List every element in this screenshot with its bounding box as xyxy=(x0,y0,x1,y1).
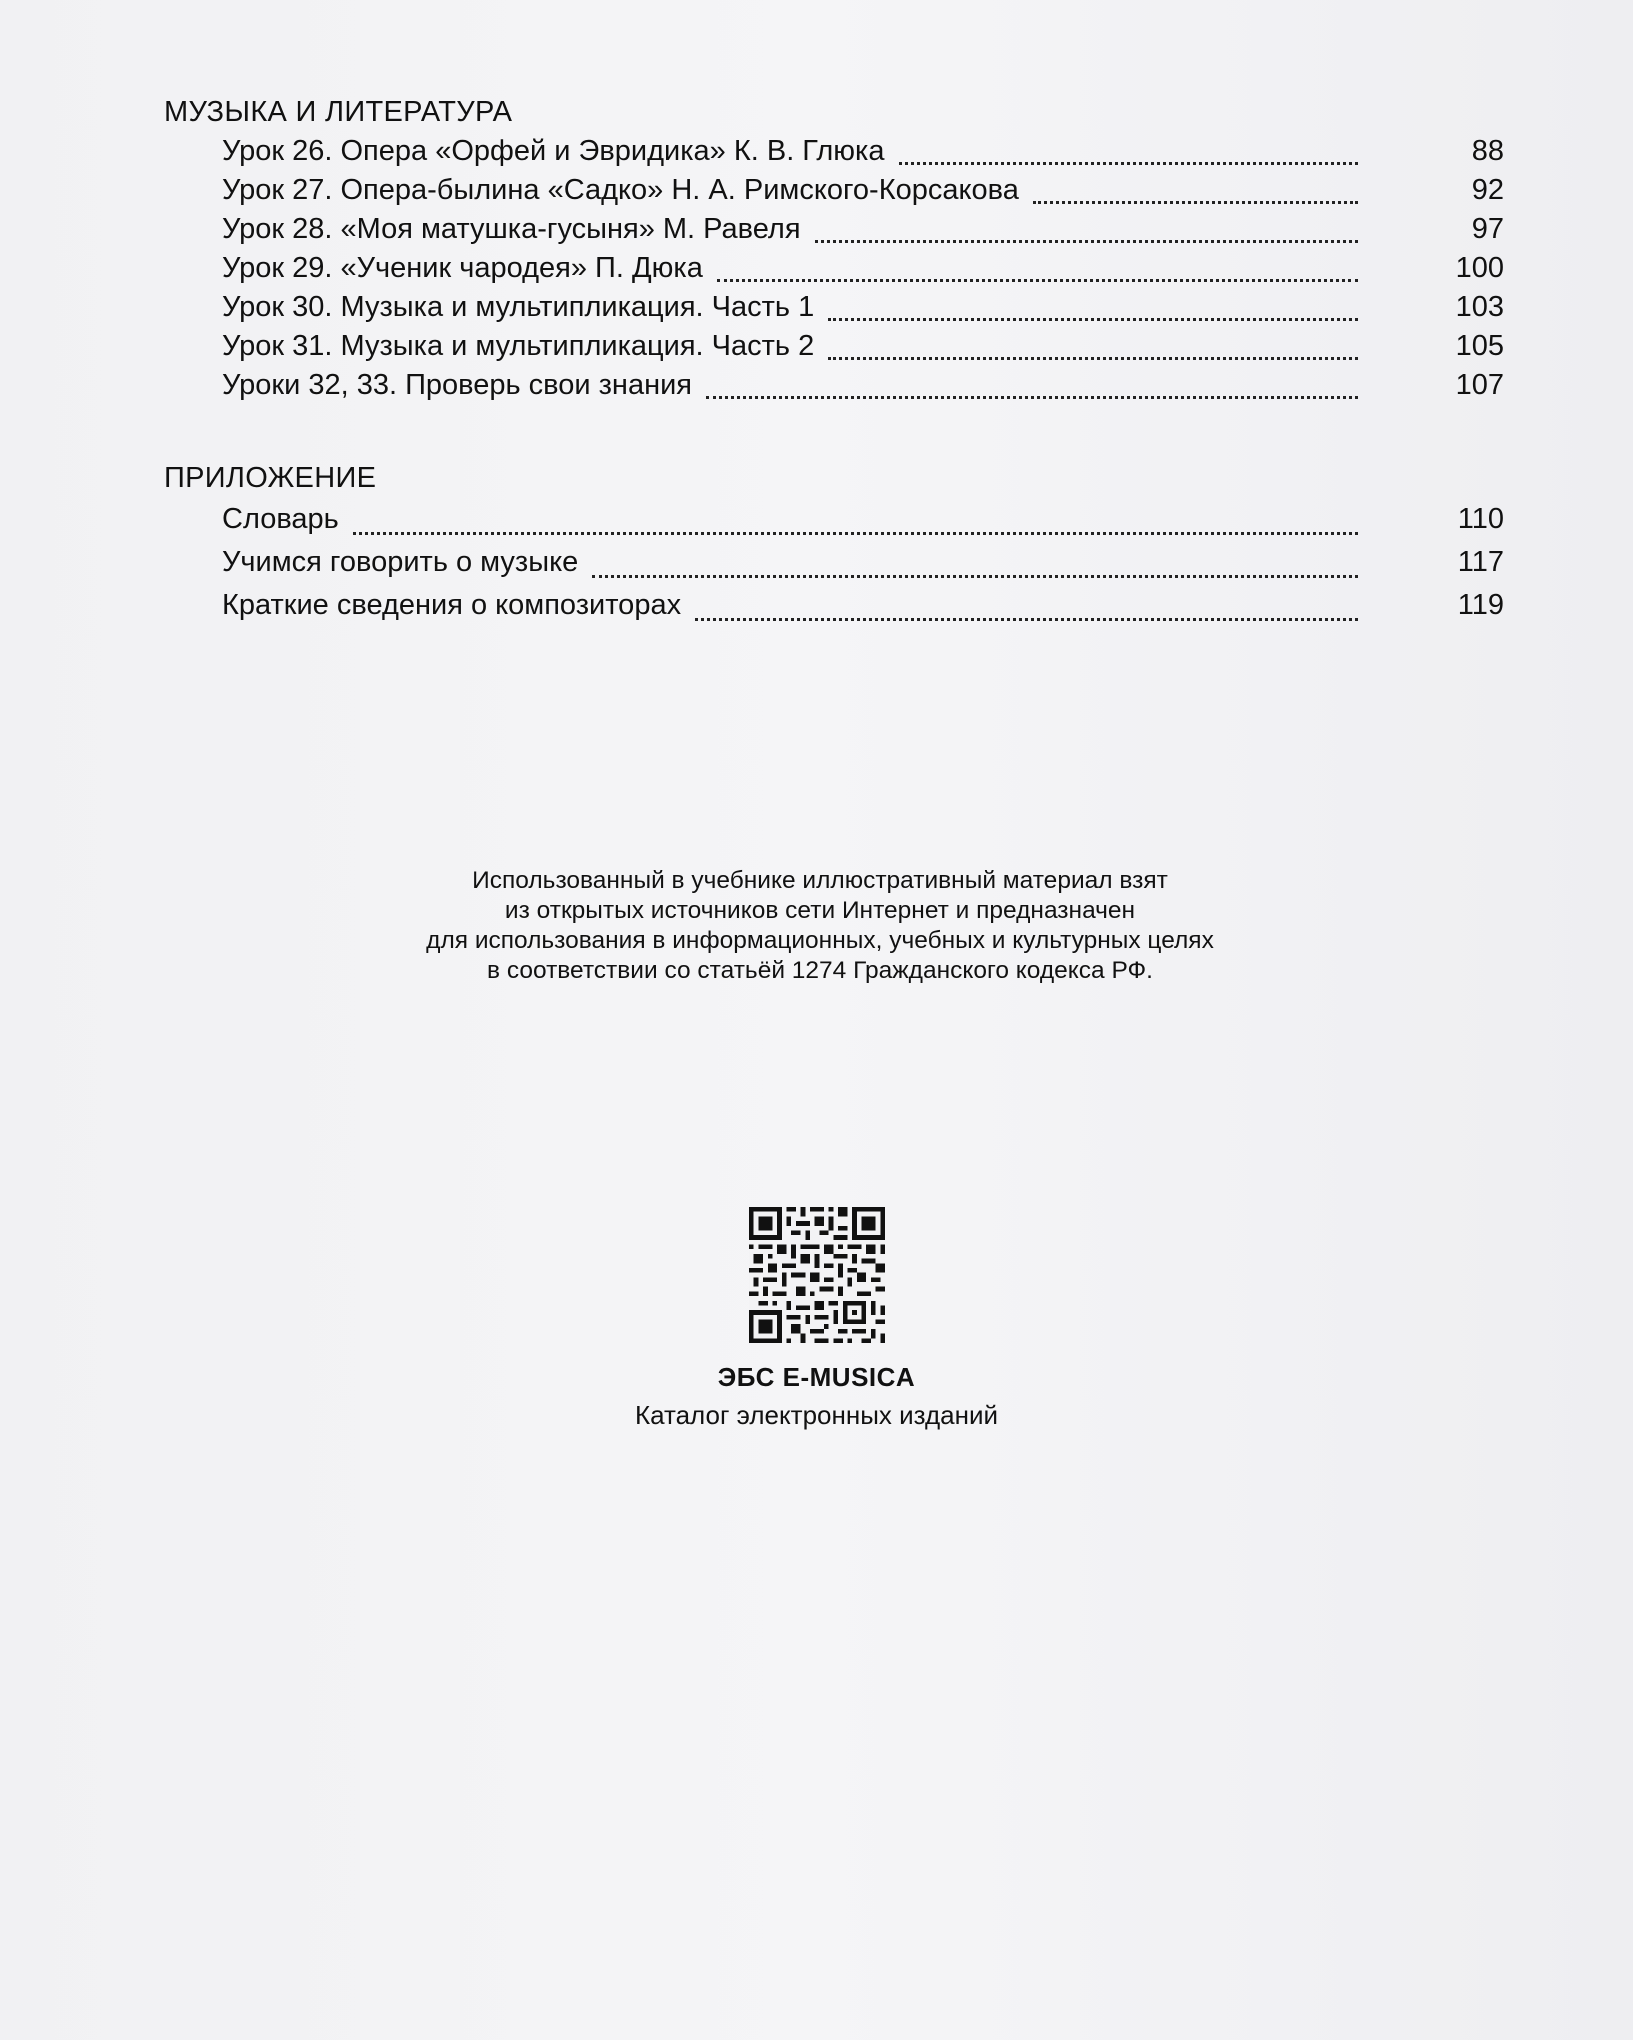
toc-item-page: 103 xyxy=(1455,291,1504,323)
section-appendix xyxy=(164,458,1504,627)
toc-item-title: Урок 28. «Моя матушка-гусыня» М. Равеля xyxy=(222,213,801,245)
toc-item-title: Урок 30. Музыка и мультипликация. Часть 1 xyxy=(222,291,815,323)
dot-leader xyxy=(815,240,1358,243)
dot-leader xyxy=(899,162,1358,165)
toc-item-title: Урок 26. Опера «Орфей и Эвридика» К. В. Глюка xyxy=(222,135,885,167)
dot-leader xyxy=(717,279,1358,282)
catalog-subtitle: Каталог электронных изданий xyxy=(634,1400,999,1430)
toc-item-title: Урок 27. Опера-былина «Садко» Н. А. Римского-Корсакова xyxy=(222,174,1019,206)
toc-row[interactable] xyxy=(164,498,1504,541)
toc-item-title: Учимся говорить о музыке xyxy=(222,546,579,578)
toc-list xyxy=(164,132,1504,405)
qr-code-icon[interactable] xyxy=(749,1207,885,1343)
toc-item-page: 105 xyxy=(1455,330,1504,362)
toc-row[interactable] xyxy=(164,584,1504,627)
toc-item-page: 119 xyxy=(1457,589,1504,621)
toc-item-page: 117 xyxy=(1457,546,1504,578)
toc-item-title: Урок 29. «Ученик чародея» П. Дюка xyxy=(222,252,703,284)
catalog-block xyxy=(0,1207,1633,1431)
toc-item-page: 92 xyxy=(1471,174,1504,206)
copyright-notice xyxy=(300,866,1340,986)
dot-leader xyxy=(592,575,1358,578)
notice-line: Использованный в учебнике иллюстративный материал взят xyxy=(472,867,1168,894)
notice-line: для использования в информационных, учебных и культурных целях xyxy=(426,927,1214,954)
toc-row[interactable] xyxy=(164,171,1504,210)
toc-item-page: 100 xyxy=(1455,252,1504,284)
dot-leader xyxy=(1033,201,1358,204)
toc-item-title: Словарь xyxy=(222,503,339,535)
toc-item-title: Урок 31. Музыка и мультипликация. Часть 2 xyxy=(222,330,815,362)
section-title: МУЗЫКА И ЛИТЕРАТУРА xyxy=(164,96,513,128)
toc-item-page: 110 xyxy=(1457,503,1504,535)
toc-row[interactable] xyxy=(164,366,1504,405)
toc-row[interactable] xyxy=(164,249,1504,288)
dot-leader xyxy=(695,618,1358,621)
dot-leader xyxy=(706,396,1358,399)
toc-item-title: Краткие сведения о композиторах xyxy=(222,589,682,621)
section-music-literature xyxy=(164,92,1504,405)
section-title: ПРИЛОЖЕНИЕ xyxy=(164,462,377,494)
notice-line: из открытых источников сети Интернет и предназначен xyxy=(504,897,1136,924)
catalog-title: ЭБС E-MUSICA xyxy=(717,1362,916,1392)
dot-leader xyxy=(828,357,1358,360)
dot-leader xyxy=(353,532,1358,535)
toc-row[interactable] xyxy=(164,132,1504,171)
toc-row[interactable] xyxy=(164,327,1504,366)
toc-row[interactable] xyxy=(164,210,1504,249)
toc-row[interactable] xyxy=(164,541,1504,584)
notice-line: в соответствии со статьёй 1274 Гражданского кодекса РФ. xyxy=(487,957,1153,984)
toc-item-page: 107 xyxy=(1455,369,1504,401)
toc-item-title: Уроки 32, 33. Проверь свои знания xyxy=(222,369,692,401)
toc-item-page: 97 xyxy=(1471,213,1504,245)
toc-row[interactable] xyxy=(164,288,1504,327)
toc-item-page: 88 xyxy=(1471,135,1504,167)
dot-leader xyxy=(828,318,1358,321)
toc-list xyxy=(164,498,1504,627)
